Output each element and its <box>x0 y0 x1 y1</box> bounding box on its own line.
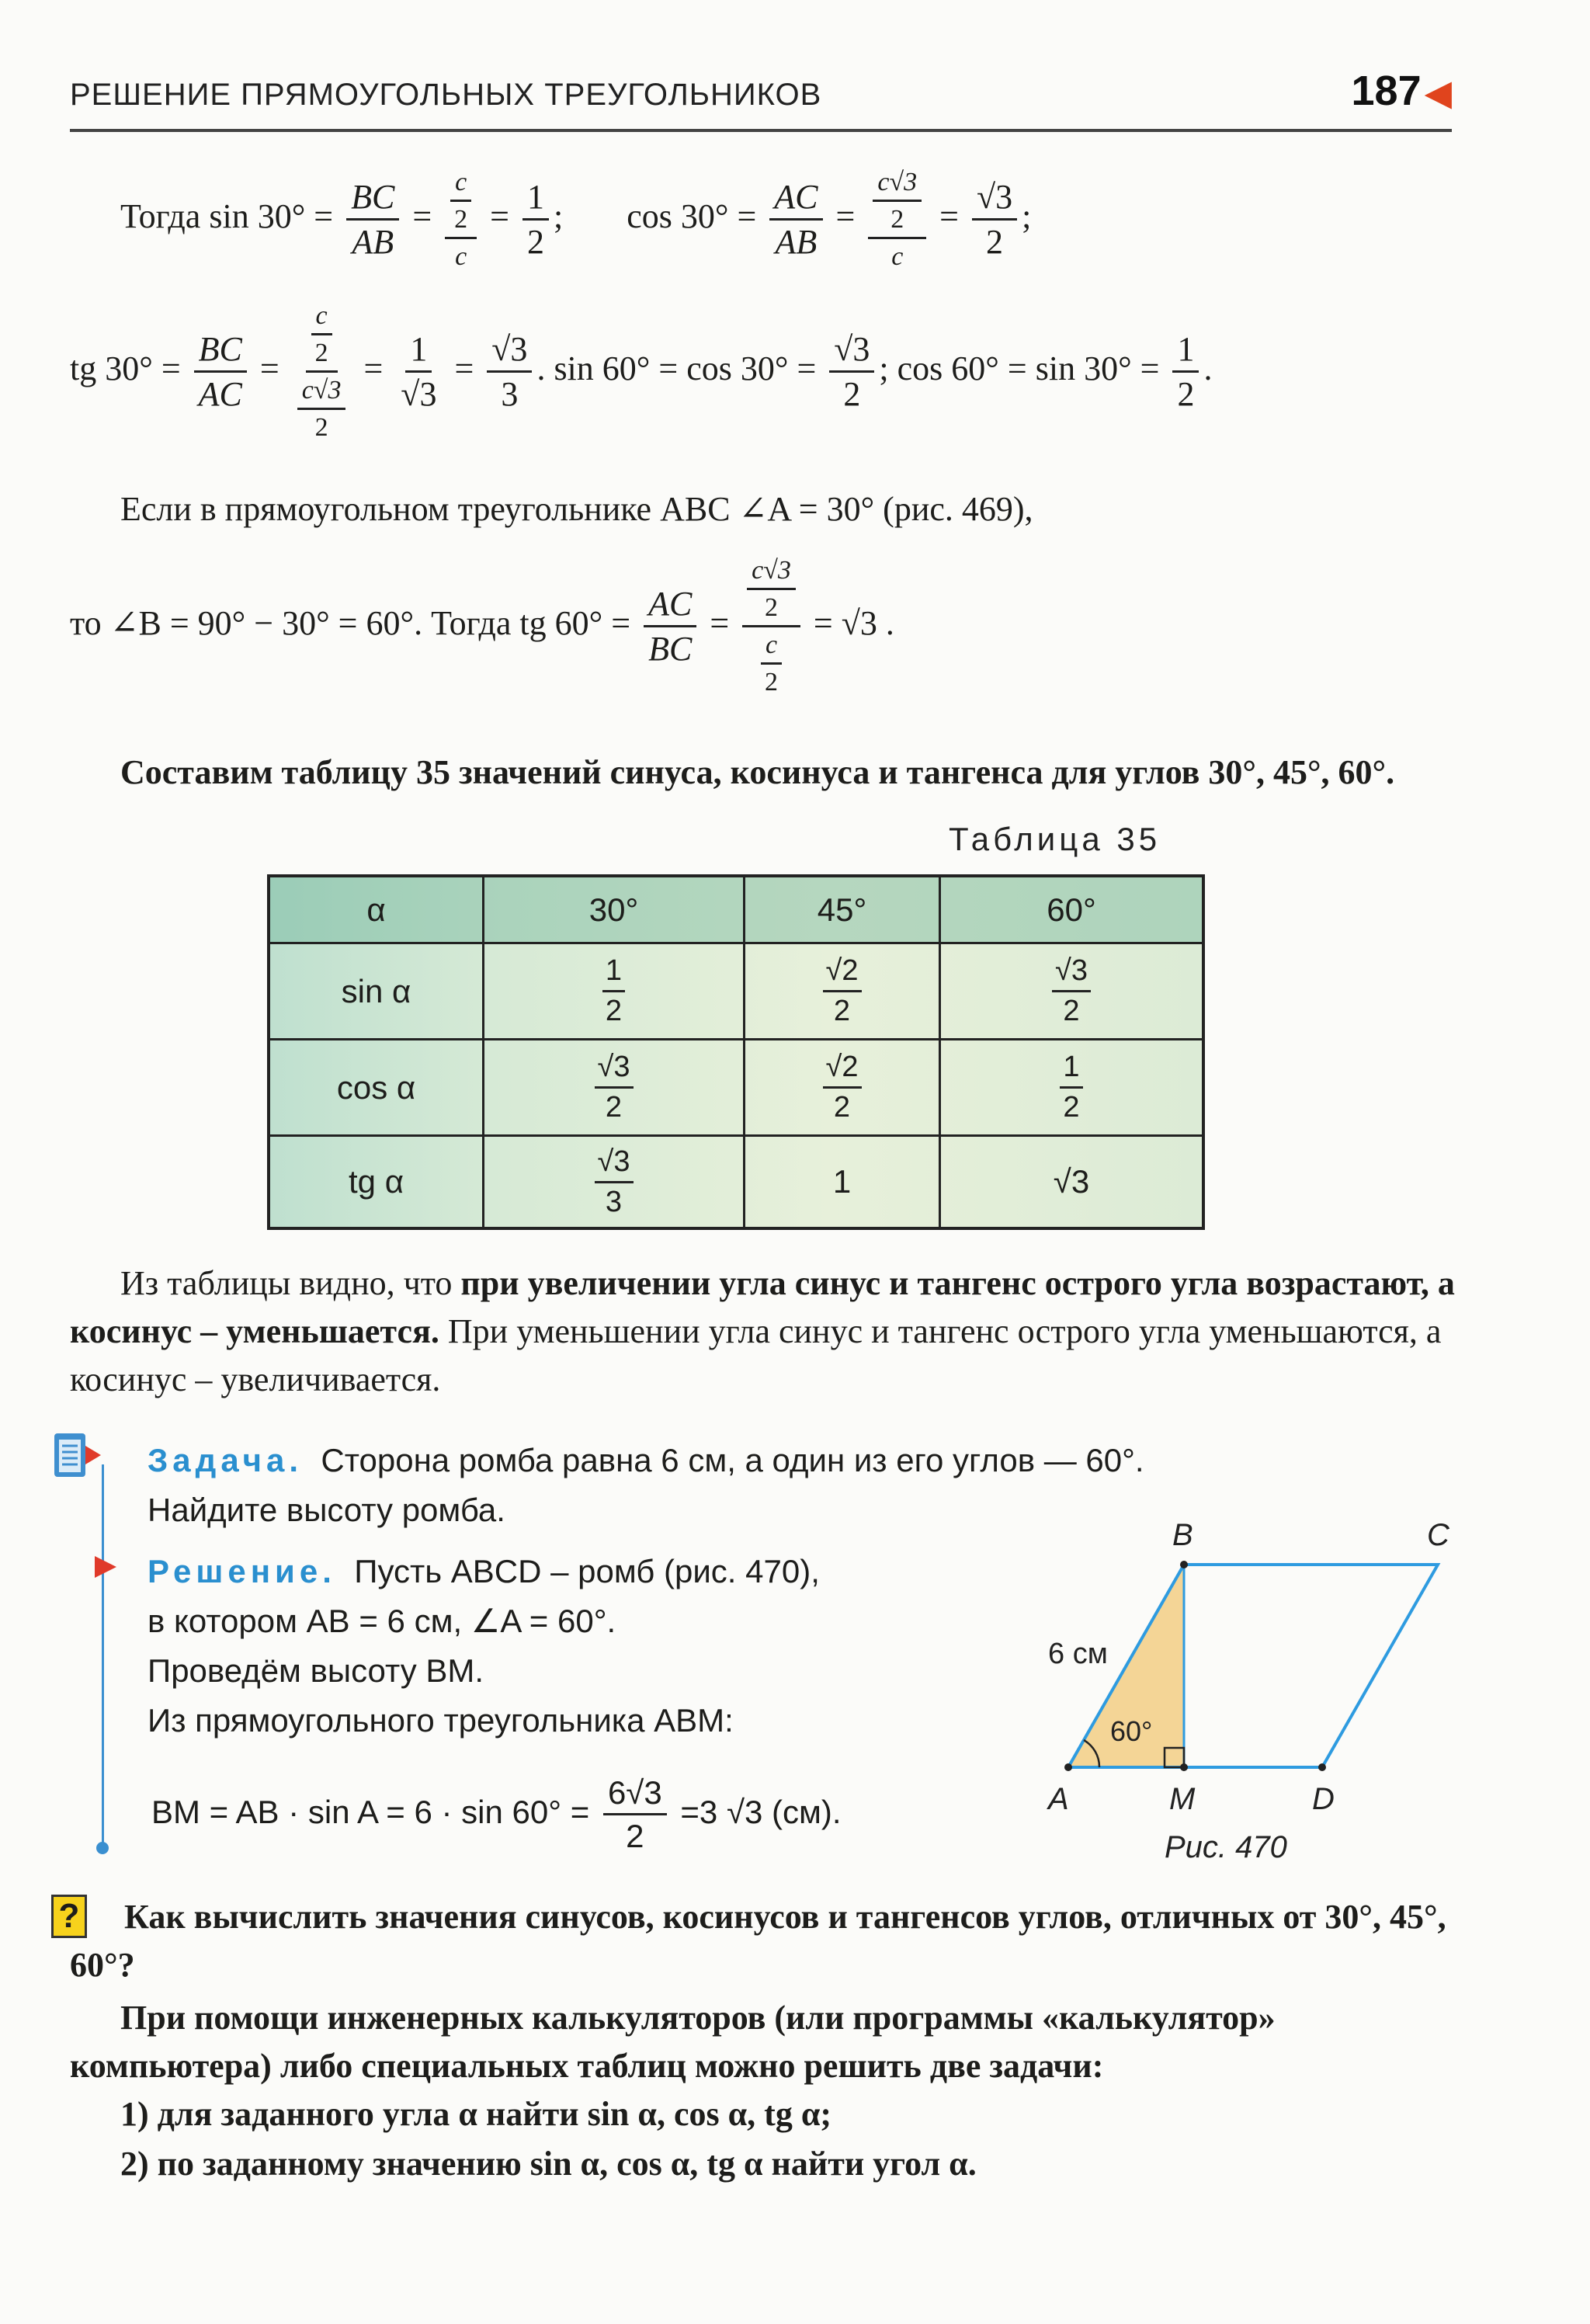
label-b: B <box>1172 1518 1193 1552</box>
table-cell: 1 <box>745 1137 941 1227</box>
table-header-cell: 60° <box>941 877 1202 944</box>
formula-text: Тогда <box>120 197 201 236</box>
page-number <box>1352 67 1453 115</box>
table-cell: $\frac{√2}{2}$ <box>745 1040 941 1137</box>
list-item-2: 2) по заданному значению sin α, cos α, tg α найти угол α. <box>120 2145 977 2183</box>
task-line-1: Задача. Сторона ромба равна 6 см, а один из его углов — 60°. <box>148 1442 1144 1478</box>
formula-text: sin 60° = cos 30° = <box>554 349 817 388</box>
figure-rhombus <box>1033 1514 1467 1864</box>
fraction: $\frac{√3}{2}$ <box>972 180 1017 259</box>
solution-line-2: в котором AB = 6 см, ∠A = 60°. <box>148 1603 616 1639</box>
fraction: $\frac{BC}{AC}$ <box>194 332 247 412</box>
table-cell: $\frac{1}{2}$ <box>484 944 745 1040</box>
fraction: $\frac{\frac{c}{2}}{\frac{c√3}{2}}$ <box>293 303 351 441</box>
table-cell: $\frac{√3}{2}$ <box>484 1040 745 1137</box>
table-row-label: cos α <box>270 1040 484 1137</box>
angle-label: 60° <box>1110 1715 1153 1747</box>
solution-line-1: Решение. Пусть ABCD – ромб (рис. 470), <box>148 1553 820 1589</box>
solution-line-3: Проведём высоту BM. <box>148 1652 484 1689</box>
table-header-cell: 45° <box>745 877 941 944</box>
guide-end-dot <box>96 1842 109 1854</box>
table-row-label: tg α <box>270 1137 484 1227</box>
question-text: Как вычислить значения синусов, косинусов и тангенсов углов, отличных от 30°, 45°, 60°? <box>70 1898 1446 1984</box>
fraction: $\frac{6√3}{2}$ <box>603 1777 667 1853</box>
list-item-1: 1) для заданного угла α найти sin α, cos α, tg α; <box>120 2095 832 2133</box>
fraction: $\frac{AC}{BC}$ <box>644 587 696 666</box>
solution-label: Решение. <box>148 1553 336 1589</box>
task-notebook-icon <box>51 1429 106 1491</box>
table-cell: $\frac{√3}{2}$ <box>941 944 1202 1040</box>
solution-guide-line <box>102 1464 104 1850</box>
solution-arrow-icon <box>92 1553 120 1581</box>
fraction: $\frac{AC}{AB}$ <box>769 180 822 259</box>
fraction: $\frac{\frac{c√3}{2}}{\frac{c}{2}}$ <box>742 558 800 696</box>
formula-text: tg 30° = <box>70 349 181 388</box>
solution-line-4: Из прямоугольного треугольника ABM: <box>148 1702 734 1739</box>
formula-line-1: Тогда sin 30° = $\frac{BC}{AB}$ = $\frac{\frac{c}{2}}{c}$ = $\frac{1}{2}$ ; cos 30° = $\frac{AC}{AB}$ = $\frac{\frac{c√3}{2}}{c}$ = $\frac{√3}{2}$ ; <box>120 168 1032 271</box>
table-cell: √3 <box>1053 1163 1090 1200</box>
fraction: $\frac{√3}{3}$ <box>487 332 532 412</box>
formula-text: sin 30° = <box>209 197 334 236</box>
running-title: РЕШЕНИЕ ПРЯМОУГОЛЬНЫХ ТРЕУГОЛЬНИКОВ <box>70 78 822 112</box>
trig-table <box>267 874 1205 1230</box>
final-paragraph: При помощи инженерных калькуляторов (или программы «калькулятор» компьютера) либо специальных таблиц можно решить две задачи: <box>70 1999 1276 2085</box>
label-a: A <box>1048 1782 1069 1816</box>
side-label: 6 см <box>1048 1638 1108 1670</box>
table-intro: Составим таблицу 35 значений синуса, косинуса и тангенса для углов 30°, 45°, 60°. <box>120 753 1395 791</box>
task-label: Задача. <box>148 1442 304 1478</box>
solution-formula: BM = AB · sin A = 6 · sin 60° = $\frac{6√3}{2}$ =3 √3 (см). <box>151 1774 842 1854</box>
fraction: $\frac{1}{√3}$ <box>401 330 437 413</box>
fraction: $\frac{\frac{c√3}{2}}{c}$ <box>868 169 926 270</box>
table-caption: Таблица 35 <box>949 821 1161 857</box>
label-m: M <box>1169 1782 1196 1816</box>
question-mark-icon: ? <box>51 1895 87 1938</box>
table-cell: $\frac{1}{2}$ <box>941 1040 1202 1137</box>
task-line-2: Найдите высоту ромба. <box>148 1492 505 1528</box>
table-cell: $\frac{√2}{2}$ <box>745 944 941 1040</box>
formula-line-4: то ∠B = 90° − 30° = 60°. Тогда tg 60° = $\frac{AC}{BC}$ = $\frac{\frac{c√3}{2}}{\frac{c}{2}}$ = √3 . <box>70 556 894 697</box>
figure-caption: Рис. 470 <box>1165 1830 1287 1864</box>
fraction: $\frac{1}{2}$ <box>522 180 549 259</box>
table-cell: $\frac{√3}{3}$ <box>484 1137 745 1227</box>
page-number-text: 187 <box>1351 68 1422 114</box>
formula-text: cos 30° = <box>627 197 757 236</box>
label-d: D <box>1312 1782 1335 1816</box>
table-row-label: sin α <box>270 944 484 1040</box>
formula-text: то ∠B = 90° − 30° = 60°. Тогда tg 60° = <box>70 604 631 643</box>
fraction: $\frac{BC}{AB}$ <box>346 180 399 259</box>
fraction: $\frac{\frac{c}{2}}{c}$ <box>445 169 477 270</box>
header-rule <box>70 129 1452 132</box>
page-header <box>70 68 1452 124</box>
conclusion-paragraph: Из таблицы видно, что при увеличении угла синус и тангенс острого угла возрастают, а косинус – уменьшается. При уменьшении угла синус и тангенс острого угла уменьшаются, а косинус – увеличивается. <box>70 1264 1455 1398</box>
table-header-cell: α <box>270 877 484 944</box>
label-c: C <box>1427 1518 1449 1552</box>
formula-text: cos 60° = sin 30° = <box>897 349 1160 388</box>
page-marker-icon: ◀ <box>1424 72 1452 113</box>
fraction: $\frac{1}{2}$ <box>1172 332 1199 412</box>
fraction: $\frac{√3}{2}$ <box>829 332 874 412</box>
text-line-3: Если в прямоугольном треугольнике ABC ∠A = 30° (рис. 469), <box>120 490 1033 528</box>
table-header-cell: 30° <box>484 877 745 944</box>
formula-line-2: tg 30° = $\frac{BC}{AC}$ = $\frac{\frac{c}{2}}{\frac{c√3}{2}}$ = $\frac{1}{√3}$ = $\frac{√3}{3}$ . sin 60° = cos 30° = $\frac{√3}{2}$ ; cos 60° = sin 30° = $\frac{1}{2}$ . <box>70 301 1213 442</box>
